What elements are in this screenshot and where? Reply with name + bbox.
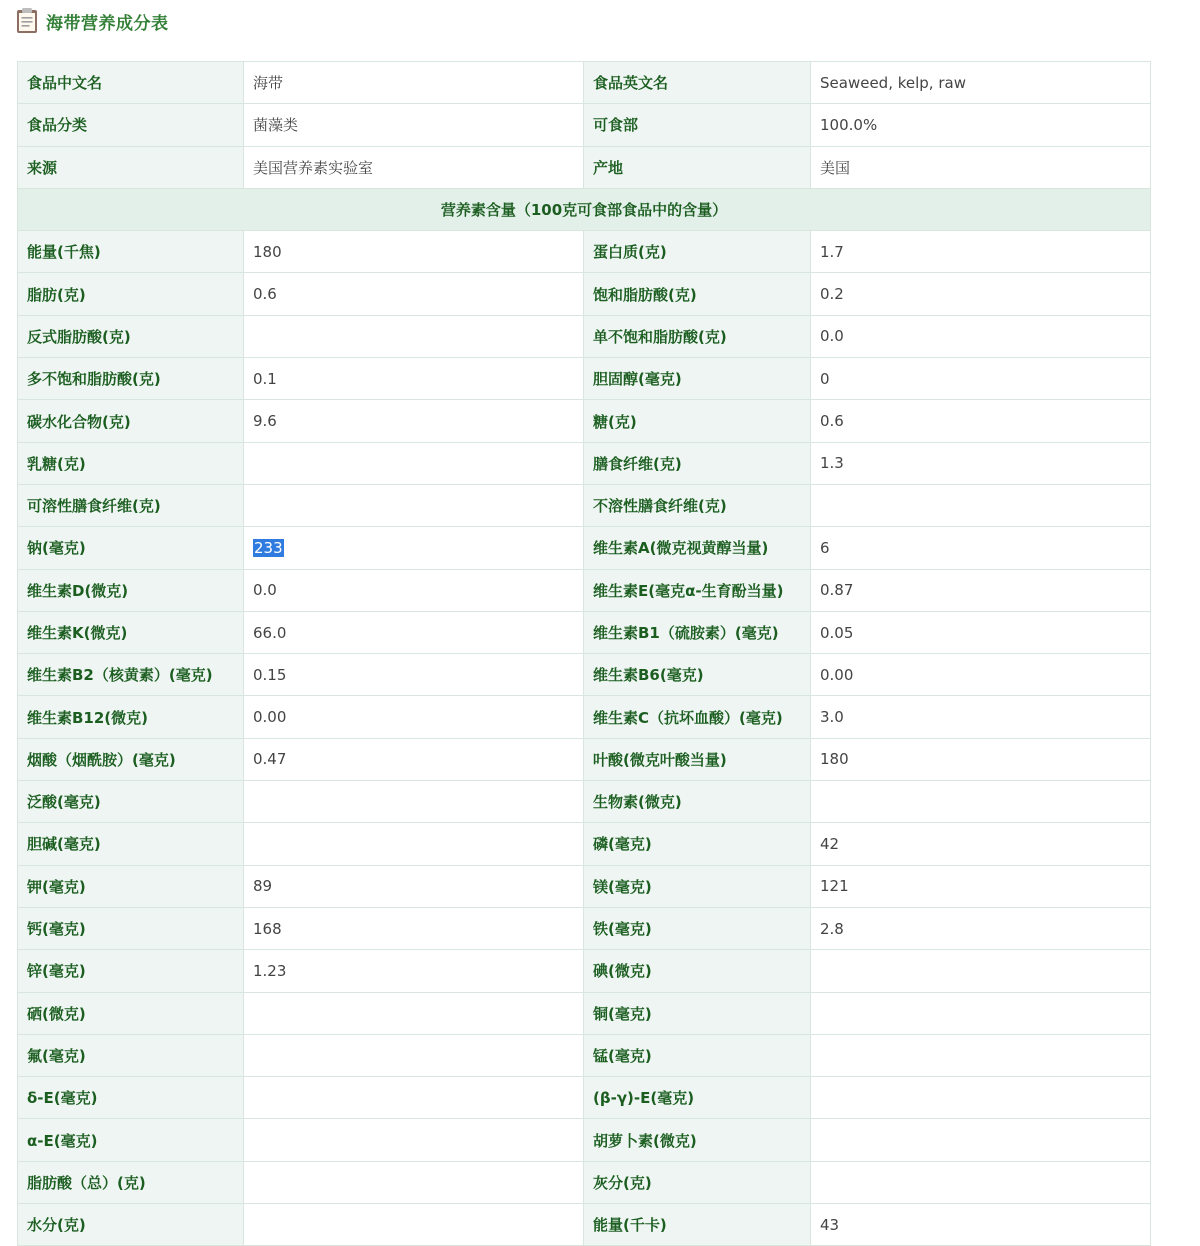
nutrient-value: 180 [811,738,1151,780]
table-row [18,62,1151,104]
nutrient-value [244,1119,584,1161]
table-row [18,484,1151,526]
nutrient-value [811,1034,1151,1076]
nutrient-rows [18,231,1151,1246]
selected-text[interactable]: 233 [254,538,283,557]
table-row [18,611,1151,653]
nutrient-label: 铜(毫克) [584,992,811,1034]
nutrient-label: 维生素B2（核黄素）(毫克) [18,654,244,696]
info-value: 海带 [244,62,584,104]
info-label: 食品分类 [18,104,244,146]
nutrient-value: 66.0 [244,611,584,653]
table-row [18,315,1151,357]
nutrient-value: 0 [811,358,1151,400]
nutrient-value [244,1034,584,1076]
nutrient-label: 维生素D(微克) [18,569,244,611]
nutrient-label: 叶酸(微克叶酸当量) [584,738,811,780]
table-row [18,442,1151,484]
nutrient-label: 维生素B1（硫胺素）(毫克) [584,611,811,653]
nutrient-value: 0.0 [244,569,584,611]
clipboard-icon [16,8,38,34]
table-row [18,865,1151,907]
nutrient-value: 3.0 [811,696,1151,738]
nutrient-label: 单不饱和脂肪酸(克) [584,315,811,357]
nutrient-label: 磷(毫克) [584,823,811,865]
nutrient-label: 能量(千卡) [584,1204,811,1246]
nutrient-label: (β-γ)-E(毫克) [584,1077,811,1119]
nutrient-label: 碳水化合物(克) [18,400,244,442]
info-label: 食品中文名 [18,62,244,104]
nutrient-label: 水分(克) [18,1204,244,1246]
nutrient-label: 锌(毫克) [18,950,244,992]
nutrient-label: δ-E(毫克) [18,1077,244,1119]
nutrient-label: 膳食纤维(克) [584,442,811,484]
nutrient-label: α-E(毫克) [18,1119,244,1161]
table-row [18,1161,1151,1203]
nutrient-label: 生物素(微克) [584,781,811,823]
nutrient-value: 0.00 [244,696,584,738]
table-row [18,569,1151,611]
nutrient-value: 1.3 [811,442,1151,484]
nutrient-label: 铁(毫克) [584,907,811,949]
nutrient-label: 乳糖(克) [18,442,244,484]
nutrient-value: 1.23 [244,950,584,992]
nutrition-table [17,61,1151,1246]
table-row [18,527,1151,569]
nutrient-value [811,1077,1151,1119]
info-value: 100.0% [811,104,1151,146]
table-row [18,738,1151,780]
nutrient-value [244,1204,584,1246]
nutrient-value: 0.0 [811,315,1151,357]
nutrient-value: 0.15 [244,654,584,696]
nutrient-value [811,1161,1151,1203]
nutrient-value: 0.6 [811,400,1151,442]
table-row [18,231,1151,273]
nutrient-value [244,484,584,526]
table-row [18,1119,1151,1161]
page-header [16,4,169,38]
table-row [18,273,1151,315]
nutrient-value: 0.87 [811,569,1151,611]
nutrient-value [811,1119,1151,1161]
nutrient-value: 43 [811,1204,1151,1246]
nutrient-label: 钾(毫克) [18,865,244,907]
nutrient-value [244,315,584,357]
info-label: 来源 [18,146,244,188]
nutrient-label: 维生素K(微克) [18,611,244,653]
nutrient-value [244,1161,584,1203]
nutrient-label: 灰分(克) [584,1161,811,1203]
nutrient-label: 可溶性膳食纤维(克) [18,484,244,526]
nutrient-value: 0.00 [811,654,1151,696]
table-row [18,1077,1151,1119]
nutrient-label: 脂肪(克) [18,273,244,315]
info-label: 食品英文名 [584,62,811,104]
nutrient-label: 蛋白质(克) [584,231,811,273]
nutrient-value [811,484,1151,526]
nutrient-label: 维生素B6(毫克) [584,654,811,696]
info-value: 美国 [811,146,1151,188]
table-row [18,950,1151,992]
nutrient-label: 钠(毫克) [18,527,244,569]
table-row [18,1034,1151,1076]
nutrient-value [244,527,584,569]
nutrient-value [811,992,1151,1034]
info-label: 产地 [584,146,811,188]
table-row [18,1204,1151,1246]
nutrient-value: 0.1 [244,358,584,400]
section-row [18,188,1151,230]
nutrient-value: 168 [244,907,584,949]
nutrient-label: 氟(毫克) [18,1034,244,1076]
nutrient-label: 烟酸（烟酰胺）(毫克) [18,738,244,780]
nutrient-label: 脂肪酸（总）(克) [18,1161,244,1203]
nutrient-value [244,1077,584,1119]
nutrient-value: 9.6 [244,400,584,442]
page-title: 海带营养成分表 [46,13,169,34]
section-title: 营养素含量（100克可食部食品中的含量） [18,188,1151,230]
nutrient-label: 硒(微克) [18,992,244,1034]
nutrient-label: 胆固醇(毫克) [584,358,811,400]
nutrient-value: 6 [811,527,1151,569]
nutrient-value [811,781,1151,823]
nutrient-label: 胆碱(毫克) [18,823,244,865]
table-row [18,781,1151,823]
nutrient-label: 能量(千焦) [18,231,244,273]
nutrient-value: 2.8 [811,907,1151,949]
nutrient-value [811,950,1151,992]
nutrient-value [244,992,584,1034]
info-value: 菌藻类 [244,104,584,146]
nutrient-value: 0.6 [244,273,584,315]
nutrient-value [244,442,584,484]
nutrient-label: 维生素A(微克视黄醇当量) [584,527,811,569]
table-row [18,146,1151,188]
table-row [18,823,1151,865]
nutrient-label: 不溶性膳食纤维(克) [584,484,811,526]
nutrient-value: 0.05 [811,611,1151,653]
nutrient-label: 维生素C（抗坏血酸）(毫克) [584,696,811,738]
nutrient-label: 饱和脂肪酸(克) [584,273,811,315]
info-label: 可食部 [584,104,811,146]
table-row [18,696,1151,738]
nutrient-value: 42 [811,823,1151,865]
nutrient-label: 维生素B12(微克) [18,696,244,738]
nutrient-label: 镁(毫克) [584,865,811,907]
nutrient-label: 钙(毫克) [18,907,244,949]
nutrient-value: 0.47 [244,738,584,780]
nutrient-label: 锰(毫克) [584,1034,811,1076]
table-row [18,358,1151,400]
nutrient-label: 碘(微克) [584,950,811,992]
table-row [18,104,1151,146]
nutrient-value: 180 [244,231,584,273]
nutrient-value: 89 [244,865,584,907]
table-row [18,992,1151,1034]
nutrient-label: 糖(克) [584,400,811,442]
nutrient-label: 多不饱和脂肪酸(克) [18,358,244,400]
nutrient-label: 泛酸(毫克) [18,781,244,823]
nutrient-value: 1.7 [811,231,1151,273]
table-row [18,400,1151,442]
nutrient-value [244,823,584,865]
info-value: Seaweed, kelp, raw [811,62,1151,104]
info-value: 美国营养素实验室 [244,146,584,188]
nutrient-value: 0.2 [811,273,1151,315]
nutrient-value: 121 [811,865,1151,907]
table-row [18,654,1151,696]
table-row [18,907,1151,949]
nutrient-label: 胡萝卜素(微克) [584,1119,811,1161]
nutrient-label: 反式脂肪酸(克) [18,315,244,357]
nutrient-label: 维生素E(毫克α-生育酚当量) [584,569,811,611]
nutrient-value [244,781,584,823]
